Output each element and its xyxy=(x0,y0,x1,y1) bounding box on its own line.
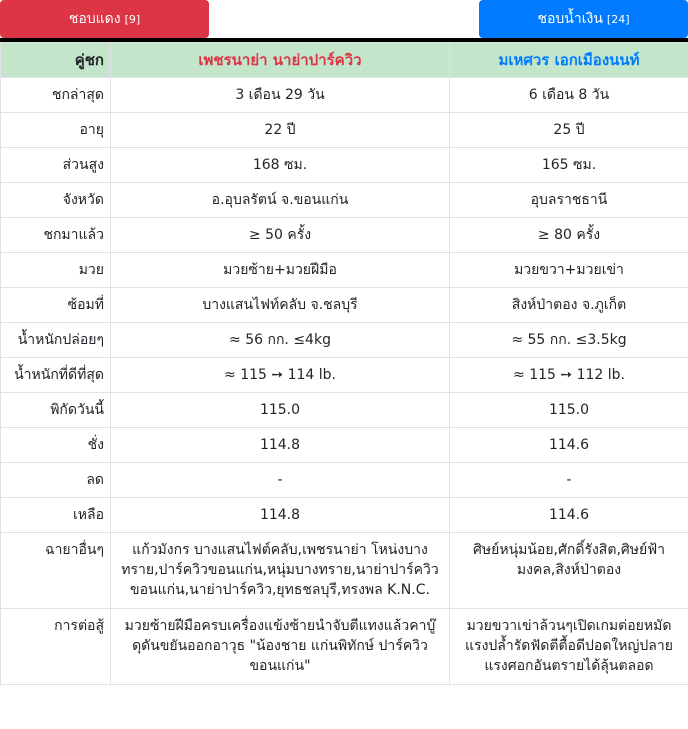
blue-value: มวยขวา+มวยเข่า xyxy=(450,253,688,288)
table-row xyxy=(1,183,688,218)
blue-value: 6 เดือน 8 วัน xyxy=(450,78,688,113)
row-label: ฉายาอื่นๆ xyxy=(1,533,111,609)
header-label: คู่ชก xyxy=(1,43,111,78)
comparison-table xyxy=(0,42,688,685)
row-label: น้ำหนักปล่อยๆ xyxy=(1,323,111,358)
blue-corner-count: [24] xyxy=(606,12,630,26)
red-value: 114.8 xyxy=(111,428,450,463)
red-corner-count: [9] xyxy=(124,12,141,26)
table-header-row xyxy=(1,43,688,78)
blue-fight-style: มวยขวาเข่าล้วนๆเปิดเกมต่อยหมัดแรงปล้ำรัดฟัดตีตื้อดีปอดใหญ่ปลายแรงศอกอันตรายได้ลุ้นตลอด xyxy=(450,609,688,685)
red-value: อ.อุบลรัตน์ จ.ขอนแก่น xyxy=(111,183,450,218)
table-row xyxy=(1,428,688,463)
red-corner-button[interactable] xyxy=(0,0,209,38)
table-row xyxy=(1,498,688,533)
blue-value: 165 ซม. xyxy=(450,148,688,183)
blue-value: 25 ปี xyxy=(450,113,688,148)
blue-value: ≥ 80 ครั้ง xyxy=(450,218,688,253)
blue-value: 114.6 xyxy=(450,428,688,463)
red-value: ≥ 50 ครั้ง xyxy=(111,218,450,253)
table-row xyxy=(1,393,688,428)
row-label: อายุ xyxy=(1,113,111,148)
red-value: 115.0 xyxy=(111,393,450,428)
table-row xyxy=(1,463,688,498)
row-label: ชกล่าสุด xyxy=(1,78,111,113)
row-label: จังหวัด xyxy=(1,183,111,218)
table-row xyxy=(1,358,688,393)
row-label: น้ำหนักที่ดีที่สุด xyxy=(1,358,111,393)
red-value: มวยซ้าย+มวยฝีมือ xyxy=(111,253,450,288)
red-value: บางแสนไฟท์คลับ จ.ชลบุรี xyxy=(111,288,450,323)
table-row xyxy=(1,113,688,148)
row-label: ซ้อมที่ xyxy=(1,288,111,323)
blue-value: 114.6 xyxy=(450,498,688,533)
red-value: 114.8 xyxy=(111,498,450,533)
table-row xyxy=(1,288,688,323)
red-value: 22 ปี xyxy=(111,113,450,148)
row-label: ชกมาแล้ว xyxy=(1,218,111,253)
corner-bar xyxy=(0,0,688,38)
blue-corner-label: ชอบน้ำเงิน xyxy=(537,11,603,27)
red-value: 168 ซม. xyxy=(111,148,450,183)
table-row xyxy=(1,253,688,288)
row-label: มวย xyxy=(1,253,111,288)
red-fighter-name[interactable]: เพชรนาย่า นาย่าปาร์ควิว xyxy=(111,43,450,78)
nickname-row xyxy=(1,533,688,609)
blue-value: อุบลราชธานี xyxy=(450,183,688,218)
table-row xyxy=(1,323,688,358)
table-row xyxy=(1,148,688,183)
row-label: ลด xyxy=(1,463,111,498)
red-value: ≈ 56 กก. ≤4kg xyxy=(111,323,450,358)
red-value: 3 เดือน 29 วัน xyxy=(111,78,450,113)
red-value: - xyxy=(111,463,450,498)
blue-fighter-name[interactable]: มเหศวร เอกเมืองนนท์ xyxy=(450,43,688,78)
red-fight-style: มวยซ้ายฝีมือครบเครื่องแข้งซ้ายนำจับตีแทงแล้วคาบู๊ดุดันขยันออกอาวุธ "น้องชาย แก่นพิทักษ์ ปาร์ควิวขอนแก่น" xyxy=(111,609,450,685)
row-label: ชั่ง xyxy=(1,428,111,463)
row-label: การต่อสู้ xyxy=(1,609,111,685)
fight-style-row xyxy=(1,609,688,685)
row-label: เหลือ xyxy=(1,498,111,533)
blue-value: ≈ 115 ➙ 112 lb. xyxy=(450,358,688,393)
blue-value: - xyxy=(450,463,688,498)
table-row xyxy=(1,78,688,113)
blue-corner-button[interactable] xyxy=(479,0,688,38)
red-nicknames: แก้วมังกร บางแสนไฟต์คลับ,เพชรนาย่า โหน่งบางทราย,ปาร์ควิวขอนแก่น,หนุ่มบางทราย,นาย่าปาร์ควิวขอนแก่น,นาย่าปาร์ควิว,ยุทธชลบุรี,ทรงพล K.N.C. xyxy=(111,533,450,609)
table-row xyxy=(1,218,688,253)
blue-value: สิงห์ป่าตอง จ.ภูเก็ต xyxy=(450,288,688,323)
blue-value: ≈ 55 กก. ≤3.5kg xyxy=(450,323,688,358)
blue-nicknames: ศิษย์หนุ่มน้อย,ศักดิ์รังสิต,ศิษย์ฟ้ามงคล,สิงห์ป่าตอง xyxy=(450,533,688,609)
row-label: ส่วนสูง xyxy=(1,148,111,183)
red-corner-label: ชอบแดง xyxy=(68,11,121,27)
blue-value: 115.0 xyxy=(450,393,688,428)
row-label: พิกัดวันนี้ xyxy=(1,393,111,428)
red-value: ≈ 115 ➙ 114 lb. xyxy=(111,358,450,393)
